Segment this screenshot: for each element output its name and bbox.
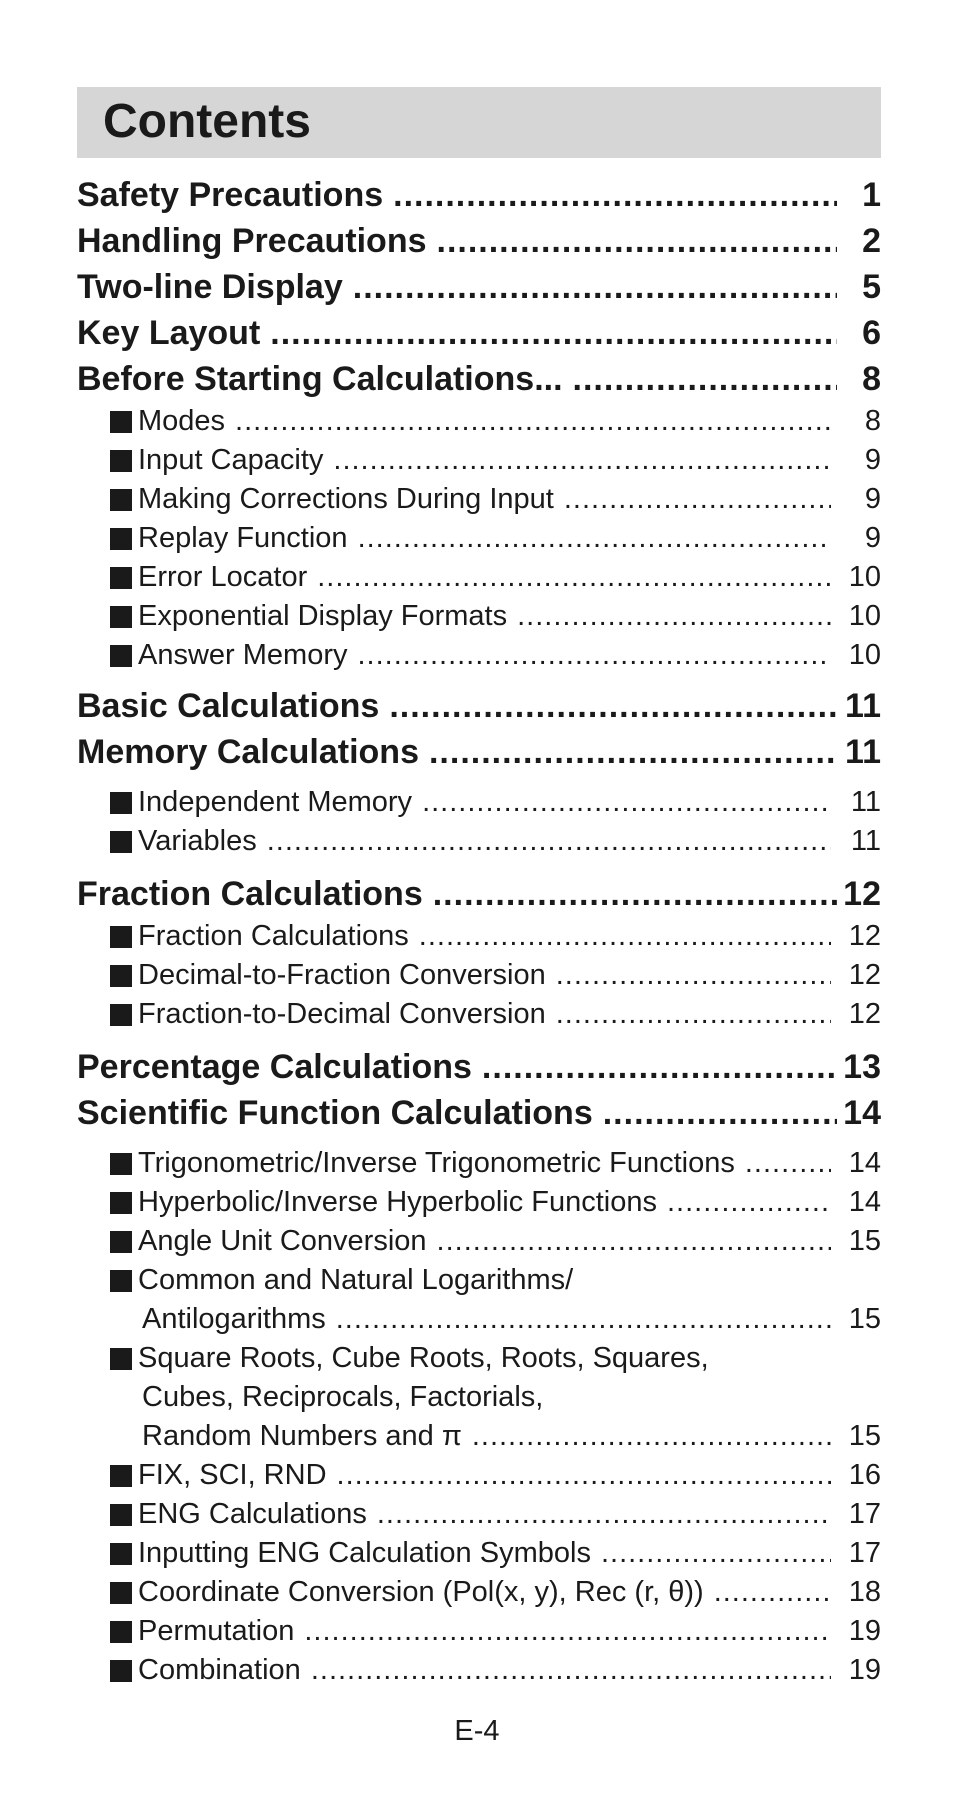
- square-bullet-icon: [110, 1543, 132, 1565]
- toc-subentry-label: Permutation: [138, 1615, 295, 1647]
- toc-entry[interactable]: [77, 1044, 881, 1090]
- square-bullet-icon: [110, 1348, 132, 1370]
- spacer: [77, 1034, 881, 1044]
- square-bullet-icon: [110, 1004, 132, 1026]
- leader-dots: [393, 172, 837, 218]
- toc-entry-label: Memory Calculations: [77, 733, 419, 771]
- toc-subentry-label: Hyperbolic/Inverse Hyperbolic Functions: [138, 1186, 657, 1218]
- page-title: Contents: [103, 95, 311, 148]
- leader-dots: [311, 1651, 831, 1690]
- toc-subentry[interactable]: [77, 822, 881, 861]
- leader-dots: [267, 822, 831, 861]
- toc-subentry[interactable]: [77, 558, 881, 597]
- leader-dots: [472, 1417, 831, 1456]
- leader-dots: [333, 441, 831, 480]
- square-bullet-icon: [110, 1660, 132, 1682]
- square-bullet-icon: [110, 489, 132, 511]
- square-bullet-icon: [110, 645, 132, 667]
- toc-subentry-page: 19: [848, 1615, 881, 1647]
- toc-entry-label: Percentage Calculations: [77, 1048, 472, 1086]
- toc-subentry-page: 11: [850, 825, 881, 857]
- toc-subentry[interactable]: [77, 956, 881, 995]
- leader-dots: [601, 1534, 831, 1573]
- leader-dots: [389, 683, 837, 729]
- square-bullet-icon: [110, 1504, 132, 1526]
- toc-subentry-label: Angle Unit Conversion: [138, 1225, 427, 1257]
- toc-subentry[interactable]: [77, 783, 881, 822]
- toc-subentry-label: Making Corrections During Input: [138, 483, 554, 515]
- toc-subentry-label: Fraction Calculations: [138, 920, 409, 952]
- toc-subentry-page: 10: [848, 639, 881, 671]
- toc-subentry-page: 16: [848, 1459, 881, 1491]
- leader-dots: [437, 218, 838, 264]
- toc-subentry-page: 19: [848, 1654, 881, 1686]
- toc-subentry[interactable]: [77, 1339, 881, 1378]
- toc-subentry[interactable]: [77, 1573, 881, 1612]
- toc-subentry-page: 11: [850, 786, 881, 818]
- toc-entry-page: 6: [862, 314, 881, 352]
- toc-subentry[interactable]: [77, 1261, 881, 1300]
- table-of-contents: [77, 172, 881, 1690]
- leader-dots: [358, 636, 832, 675]
- toc-entry-label: Key Layout: [77, 314, 261, 352]
- toc-subentry[interactable]: [77, 1612, 881, 1651]
- square-bullet-icon: [110, 1231, 132, 1253]
- square-bullet-icon: [110, 1270, 132, 1292]
- toc-subentry[interactable]: [77, 636, 881, 675]
- square-bullet-icon: [110, 1582, 132, 1604]
- leader-dots: [482, 1044, 837, 1090]
- toc-subentry-page: 17: [848, 1537, 881, 1569]
- toc-entry[interactable]: [77, 264, 881, 310]
- square-bullet-icon: [110, 965, 132, 987]
- square-bullet-icon: [110, 450, 132, 472]
- toc-subentry-page: 15: [848, 1303, 881, 1335]
- toc-entry[interactable]: [77, 729, 881, 775]
- toc-subentry-label: Answer Memory: [138, 639, 348, 671]
- leader-dots: [433, 871, 837, 917]
- toc-entry[interactable]: [77, 683, 881, 729]
- square-bullet-icon: [110, 411, 132, 433]
- leader-dots: [556, 956, 831, 995]
- toc-subentry-page: 8: [864, 405, 881, 437]
- spacer: [77, 1136, 881, 1144]
- spacer: [77, 675, 881, 683]
- toc-subentry-label: ENG Calculations: [138, 1498, 367, 1530]
- leader-dots: [517, 597, 831, 636]
- toc-subentry-page: 9: [864, 522, 881, 554]
- toc-subentry-page: 12: [848, 998, 881, 1030]
- square-bullet-icon: [110, 831, 132, 853]
- square-bullet-icon: [110, 606, 132, 628]
- toc-entry[interactable]: [77, 871, 881, 917]
- contents-header: [77, 87, 881, 158]
- toc-subentry-page: 9: [864, 483, 881, 515]
- page-number: E-4: [454, 1715, 500, 1747]
- toc-entry-label: Fraction Calculations: [77, 875, 423, 913]
- toc-subentry[interactable]: [77, 1495, 881, 1534]
- toc-entry-label: Before Starting Calculations...: [77, 360, 563, 398]
- toc-entry-page: 11: [845, 733, 881, 771]
- toc-entry-page: 2: [862, 222, 881, 260]
- toc-subentry-continuation[interactable]: [77, 1417, 881, 1456]
- toc-subentry-page: 10: [848, 561, 881, 593]
- square-bullet-icon: [110, 1153, 132, 1175]
- toc-subentry[interactable]: [77, 441, 881, 480]
- square-bullet-icon: [110, 567, 132, 589]
- toc-subentry-page: 15: [848, 1225, 881, 1257]
- toc-subentry[interactable]: [77, 1534, 881, 1573]
- toc-subentry-continuation[interactable]: [77, 1300, 881, 1339]
- toc-entry-page: 1: [862, 176, 881, 214]
- toc-subentry[interactable]: [77, 917, 881, 956]
- toc-entry-page: 5: [862, 268, 881, 306]
- leader-dots: [336, 1300, 831, 1339]
- toc-subentry[interactable]: [77, 402, 881, 441]
- toc-entry-label: Safety Precautions: [77, 176, 384, 214]
- toc-subentry-label: Inputting ENG Calculation Symbols: [138, 1537, 591, 1569]
- toc-subentry-label: FIX, SCI, RND: [138, 1459, 327, 1491]
- leader-dots: [745, 1144, 831, 1183]
- square-bullet-icon: [110, 1192, 132, 1214]
- toc-entry[interactable]: [77, 1090, 881, 1136]
- toc-subentry-label: Exponential Display Formats: [138, 600, 508, 632]
- leader-dots: [556, 995, 831, 1034]
- square-bullet-icon: [110, 926, 132, 948]
- toc-subentry[interactable]: [77, 1183, 881, 1222]
- toc-subentry-label: Decimal-to-Fraction Conversion: [138, 959, 546, 991]
- toc-entry-page: 11: [845, 687, 881, 725]
- toc-subentry[interactable]: [77, 1144, 881, 1183]
- toc-subentry-label: Common and Natural Logarithms/: [138, 1264, 574, 1296]
- toc-subentry-label: Fraction-to-Decimal Conversion: [138, 998, 546, 1030]
- toc-subentry-page: 9: [864, 444, 881, 476]
- toc-subentry-label: Antilogarithms: [142, 1303, 326, 1335]
- toc-subentry[interactable]: [77, 995, 881, 1034]
- toc-subentry-label: Modes: [138, 405, 226, 437]
- leader-dots: [564, 480, 831, 519]
- leader-dots: [419, 917, 831, 956]
- toc-entry[interactable]: [77, 172, 881, 218]
- toc-entry-page: 13: [843, 1048, 881, 1086]
- toc-entry[interactable]: [77, 310, 881, 356]
- toc-subentry-label: Combination: [138, 1654, 301, 1686]
- toc-subentry-page: 17: [848, 1498, 881, 1530]
- toc-subentry-page: 12: [848, 920, 881, 952]
- toc-entry-label: Scientific Function Calculations: [77, 1094, 593, 1132]
- toc-entry-page: 8: [862, 360, 881, 398]
- toc-subentry-label: Random Numbers and π: [142, 1420, 462, 1452]
- toc-subentry-label: Independent Memory: [138, 786, 413, 818]
- spacer: [77, 861, 881, 871]
- toc-subentry-label: Trigonometric/Inverse Trigonometric Functions: [138, 1147, 735, 1179]
- toc-subentry-label: Input Capacity: [138, 444, 324, 476]
- leader-dots: [337, 1456, 831, 1495]
- toc-entry[interactable]: [77, 356, 881, 402]
- toc-subentry-label: Variables: [138, 825, 257, 857]
- spacer: [77, 775, 881, 783]
- leader-dots: [437, 1222, 831, 1261]
- leader-dots: [429, 729, 837, 775]
- toc-subentry-continuation[interactable]: [77, 1378, 881, 1417]
- leader-dots: [573, 356, 837, 402]
- toc-subentry-page: 10: [848, 600, 881, 632]
- leader-dots: [422, 783, 831, 822]
- leader-dots: [358, 519, 831, 558]
- leader-dots: [270, 310, 837, 356]
- toc-subentry-label: Error Locator: [138, 561, 308, 593]
- square-bullet-icon: [110, 1465, 132, 1487]
- leader-dots: [304, 1612, 831, 1651]
- toc-entry-page: 14: [843, 1094, 881, 1132]
- leader-dots: [353, 264, 837, 310]
- toc-entry-label: Handling Precautions: [77, 222, 427, 260]
- toc-subentry-label: Square Roots, Cube Roots, Roots, Squares,: [138, 1342, 709, 1374]
- toc-subentry-label: Coordinate Conversion (Pol(x, y), Rec (r, θ)): [138, 1576, 704, 1608]
- toc-subentry-label: Cubes, Reciprocals, Factorials,: [142, 1381, 544, 1413]
- toc-subentry[interactable]: [77, 1651, 881, 1690]
- square-bullet-icon: [110, 792, 132, 814]
- leader-dots: [235, 402, 831, 441]
- leader-dots: [317, 558, 831, 597]
- toc-subentry-page: 14: [848, 1186, 881, 1218]
- toc-entry-label: Two-line Display: [77, 268, 343, 306]
- toc-subentry[interactable]: [77, 597, 881, 636]
- leader-dots: [714, 1573, 831, 1612]
- toc-subentry[interactable]: [77, 1222, 881, 1261]
- leader-dots: [377, 1495, 831, 1534]
- toc-entry-label: Basic Calculations: [77, 687, 380, 725]
- toc-subentry-page: 14: [848, 1147, 881, 1179]
- toc-entry[interactable]: [77, 218, 881, 264]
- square-bullet-icon: [110, 1621, 132, 1643]
- toc-entry-page: 12: [843, 875, 881, 913]
- leader-dots: [667, 1183, 831, 1222]
- toc-subentry-page: 12: [848, 959, 881, 991]
- leader-dots: [603, 1090, 837, 1136]
- toc-subentry-label: Replay Function: [138, 522, 348, 554]
- toc-subentry[interactable]: [77, 1456, 881, 1495]
- square-bullet-icon: [110, 528, 132, 550]
- toc-subentry[interactable]: [77, 519, 881, 558]
- toc-subentry-page: 18: [848, 1576, 881, 1608]
- toc-subentry[interactable]: [77, 480, 881, 519]
- toc-subentry-page: 15: [848, 1420, 881, 1452]
